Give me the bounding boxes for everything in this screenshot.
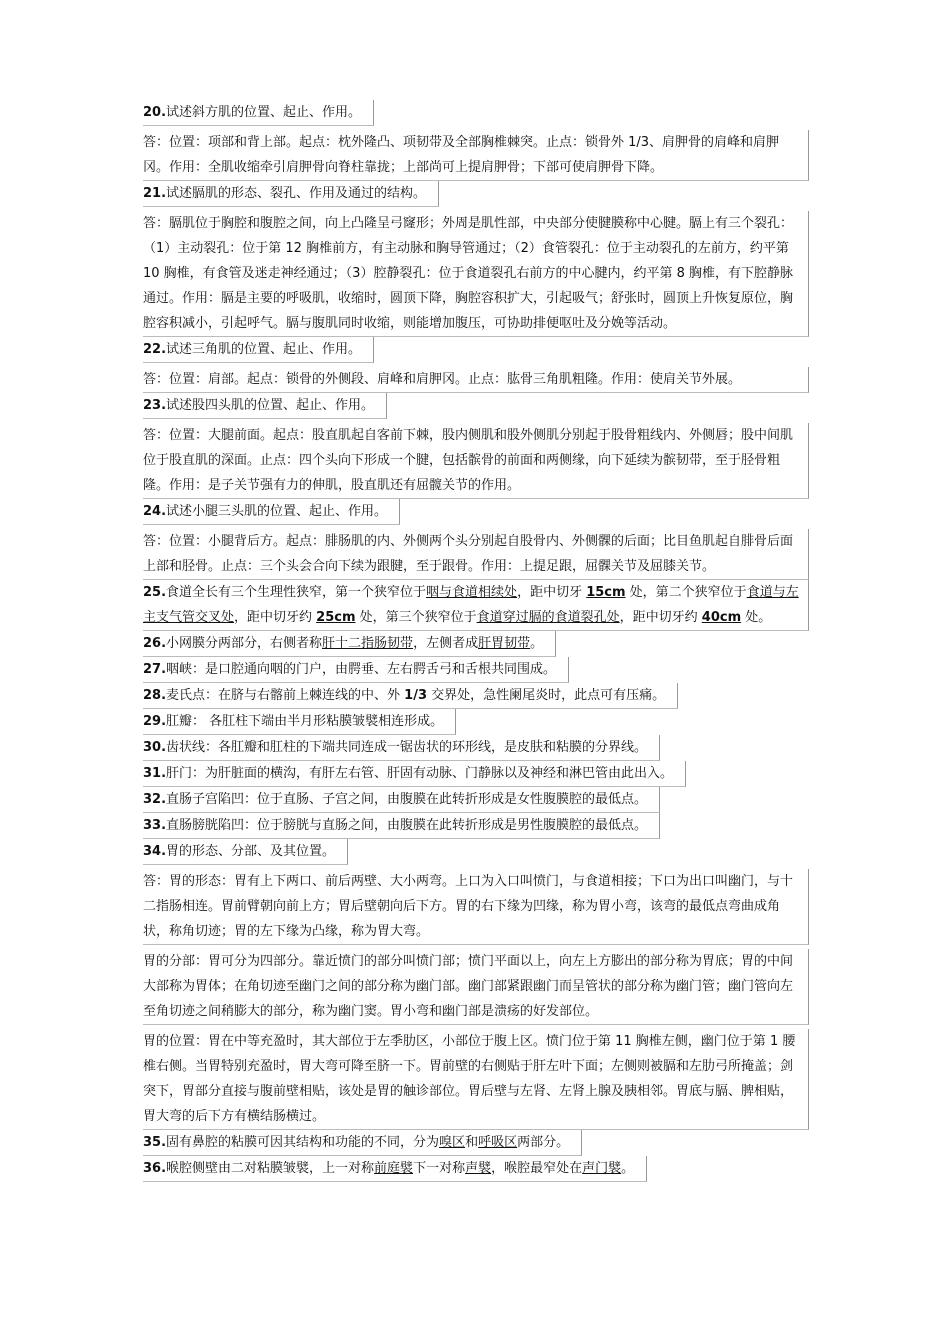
fill-answer: 呼吸区 [478,1135,518,1150]
question-text: 试述三角肌的位置、起止、作用。 [166,342,362,357]
answer-34-position [143,1029,809,1130]
item-32 [143,787,809,813]
item-text: 直肠子宫陷凹：位于直肠、子宫之间，由腹膜在此转折形成是女性腹膜腔的最低点。 [166,792,648,807]
item-33 [143,813,809,839]
text-segment: ，左侧者成 [413,636,479,651]
text-segment: 。 [621,1161,635,1176]
item-36 [143,1156,809,1182]
question-number: 21. [143,186,167,201]
question-23 [143,393,809,419]
question-text: 试述小腿三头肌的位置、起止、作用。 [166,504,388,519]
item-text: 肝门：为肝脏面的横沟，有肝左右管、肝固有动脉、门静脉以及神经和淋巴管由此出入。 [166,766,674,781]
item-text: 直肠膀胱陷凹：位于膀胱与直肠之间，由腹膜在此转折形成是男性腹膜腔的最低点。 [166,818,648,833]
question-number: 23. [143,398,167,413]
question-number: 33. [143,818,167,833]
fill-answer: 食道与左主支气管交叉处 [143,585,799,625]
answer-22 [143,367,809,393]
fill-answer: 声门襞 [582,1161,622,1176]
text-segment: ，距中切牙约 [234,610,317,625]
answer-34-shape [143,869,809,945]
answer-text: 胃的位置：胃在中等充盈时，其大部位于左季肋区，小部位于腹上区。愤门位于第 11 胸椎左侧，幽门位于第 1 腰椎右侧。当胃特别充盈时，胃大弯可降至脐一下。胃前壁的右侧贴于肝左叶下面；左侧则被膈和左肋弓所掩盖；剑突下，胃部分直接与腹前壁相贴，该处是胃的触诊部位。胃后壁与左肾、左肾上腺及胰相邻。胃底与膈、脾相贴，胃大弯的后下方有横结肠横过。 [143,1034,796,1124]
question-24 [143,499,809,525]
text-segment: 麦氏点：在脐与右髂前上棘连线的中、外 [166,688,405,703]
text-segment: 固有鼻腔的粘膜可因其结构和功能的不同，分为 [166,1135,440,1150]
question-34 [143,839,809,865]
text-segment: 食道全长有三个生理性狭窄，第一个狭窄位于 [166,585,427,600]
fill-answer: 嗅区 [439,1135,466,1150]
text-segment: 下一对称 [413,1161,466,1176]
item-text: 咽峡：是口腔通向咽的门户，由腭垂、左右腭舌弓和舌根共同围成。 [166,662,557,677]
document-page [143,100,809,1182]
answer-text: 答：位置：项部和背上部。起点：枕外隆凸、项韧带及全部胸椎棘突。止点：锁骨外 1/3、肩胛骨的肩峰和肩胛冈。作用：全肌收缩牵引肩胛骨向脊柱靠拢；上部尚可上提肩胛骨；下部可使肩胛骨下降。 [143,135,780,175]
item-26 [143,631,809,657]
question-number: 26. [143,636,167,651]
question-text: 胃的形态、分部、及其位置。 [166,844,336,859]
question-text: 试述股四头肌的位置、起止、作用。 [166,398,375,413]
question-text: 试述斜方肌的位置、起止、作用。 [166,105,362,120]
answer-23 [143,423,809,499]
text-segment: 交界处，急性阑尾炎时，此点可有压痛。 [427,688,666,703]
fill-answer: 食道穿过膈的食道裂孔处 [476,610,620,625]
item-31 [143,761,809,787]
text-segment: 和 [465,1135,479,1150]
fill-answer: 40cm [701,610,742,625]
text-segment: 处。 [741,610,772,625]
item-25 [143,580,809,631]
answer-text: 胃的分部：胃可分为四部分。靠近愤门的部分叫愤门部；愤门平面以上，向左上方膨出的部分称为胃底；胃的中间大部称为胃体；在角切迹至幽门之间的部分称为幽门部。幽门部紧跟幽门而呈管状的部分称为幽门管；幽门管向左至角切迹之间稍膨大的部分，称为幽门窦。胃小弯和幽门部是溃疡的好发部位。 [143,954,794,1019]
question-number: 27. [143,662,167,677]
answer-24 [143,529,809,580]
text-segment: 小网膜分两部分，右侧者称 [166,636,323,651]
text-segment: 处，第二个狭窄位于 [625,585,747,600]
item-text: 齿状线：各肛瓣和肛柱的下端共同连成一锯齿状的环形线，是皮肤和粘膜的分界线。 [166,740,648,755]
item-27 [143,657,809,683]
question-number: 30. [143,740,167,755]
answer-21 [143,211,809,337]
answer-text: 答：膈肌位于胸腔和腹腔之间，向上凸隆呈弓窿形；外周是肌性部，中央部分使腱膜称中心腱。膈上有三个裂孔：（1）主动裂孔：位于第 12 胸椎前方，有主动脉和胸导管通过；（2）食管裂孔：位于主动裂孔的左前方，约平第 10 胸椎，有食管及迷走神经通过；（3）腔静裂孔：位于食道裂孔右前方的中心腱内，约平第 8 胸椎，有下腔静脉通过。作用：膈是主要的呼吸肌，收缩时，圆顶下降，胸腔容积扩大，引起吸气；舒张时，圆顶上升恢复原位，胸腔容积减小，引起呼气。膈与腹肌同时收缩，则能增加腹压，可协助排便呕吐及分娩等活动。 [143,216,794,331]
question-number: 35. [143,1135,167,1150]
question-number: 29. [143,714,167,729]
question-text: 试述膈肌的形态、裂孔、作用及通过的结构。 [166,186,427,201]
question-number: 34. [143,844,167,859]
answer-34-parts [143,949,809,1025]
question-number: 31. [143,766,167,781]
question-number: 36. [143,1161,167,1176]
item-35 [143,1130,809,1156]
text-segment: ，喉腔最窄处在 [491,1161,583,1176]
fill-answer: 25cm [316,610,356,625]
text-segment: 喉腔侧壁由二对粘膜皱襞，上一对称 [166,1161,375,1176]
question-20 [143,100,809,126]
text-segment: 两部分。 [517,1135,570,1150]
fill-answer: 肝胃韧带 [478,636,531,651]
answer-text: 答：位置：大腿前面。起点：股直肌起自客前下棘，股内侧肌和股外侧肌分别起于股骨粗线内、外侧唇；股中间肌位于股直肌的深面。止点：四个头向下形成一个腱，包括髌骨的前面和两侧缘，向下延续为髌韧带，至于胫骨粗隆。作用：是子关节强有力的伸肌，股直肌还有屈髋关节的作用。 [143,428,794,493]
answer-20 [143,130,809,181]
question-22 [143,337,809,363]
question-number: 22. [143,342,167,357]
text-segment: 。 [530,636,544,651]
answer-text: 答：位置：肩部。起点：锁骨的外侧段、肩峰和肩胛冈。止点：肱骨三角肌粗隆。作用：使肩关节外展。 [143,372,742,387]
fill-answer: 15cm [586,585,626,600]
question-21 [143,181,809,207]
text-segment: ，距中切牙约 [619,610,702,625]
fill-answer: 肝十二指肠韧带 [322,636,414,651]
question-number: 32. [143,792,167,807]
question-number: 20. [143,105,167,120]
answer-text: 答：胃的形态：胃有上下两口、前后两壁、大小两弯。上口为入口叫愤门，与食道相接；下口为出口叫幽门，与十二指肠相连。胃前臂朝向前上方；胃后壁朝向后下方。胃的右下缘为凹缘，称为胃小弯，该弯的最低点弯曲成角状，称角切迹；胃的左下缘为凸缘，称为胃大弯。 [143,874,794,939]
item-29 [143,709,809,735]
fill-answer: 咽与食道相续处 [426,585,518,600]
fraction: 1/3 [404,688,428,703]
item-28 [143,683,809,709]
question-number: 28. [143,688,167,703]
question-number: 24. [143,504,167,519]
question-number: 25. [143,585,167,600]
fill-answer: 声襞 [465,1161,492,1176]
text-segment: ，距中切牙 [517,585,587,600]
item-text: 肛瓣： 各肛柱下端由半月形粘膜皱襞相连形成。 [166,714,444,729]
item-30 [143,735,809,761]
text-segment: 处，第三个狭窄位于 [355,610,477,625]
fill-answer: 前庭襞 [374,1161,414,1176]
answer-text: 答：位置：小腿背后方。起点：腓肠肌的内、外侧两个头分别起自股骨内、外侧髁的后面；比目鱼肌起自腓骨后面上部和胫骨。止点：三个头会合向下续为跟腱，至于跟骨。作用：上提足跟，屈髁关节及屈膝关节。 [143,534,794,574]
